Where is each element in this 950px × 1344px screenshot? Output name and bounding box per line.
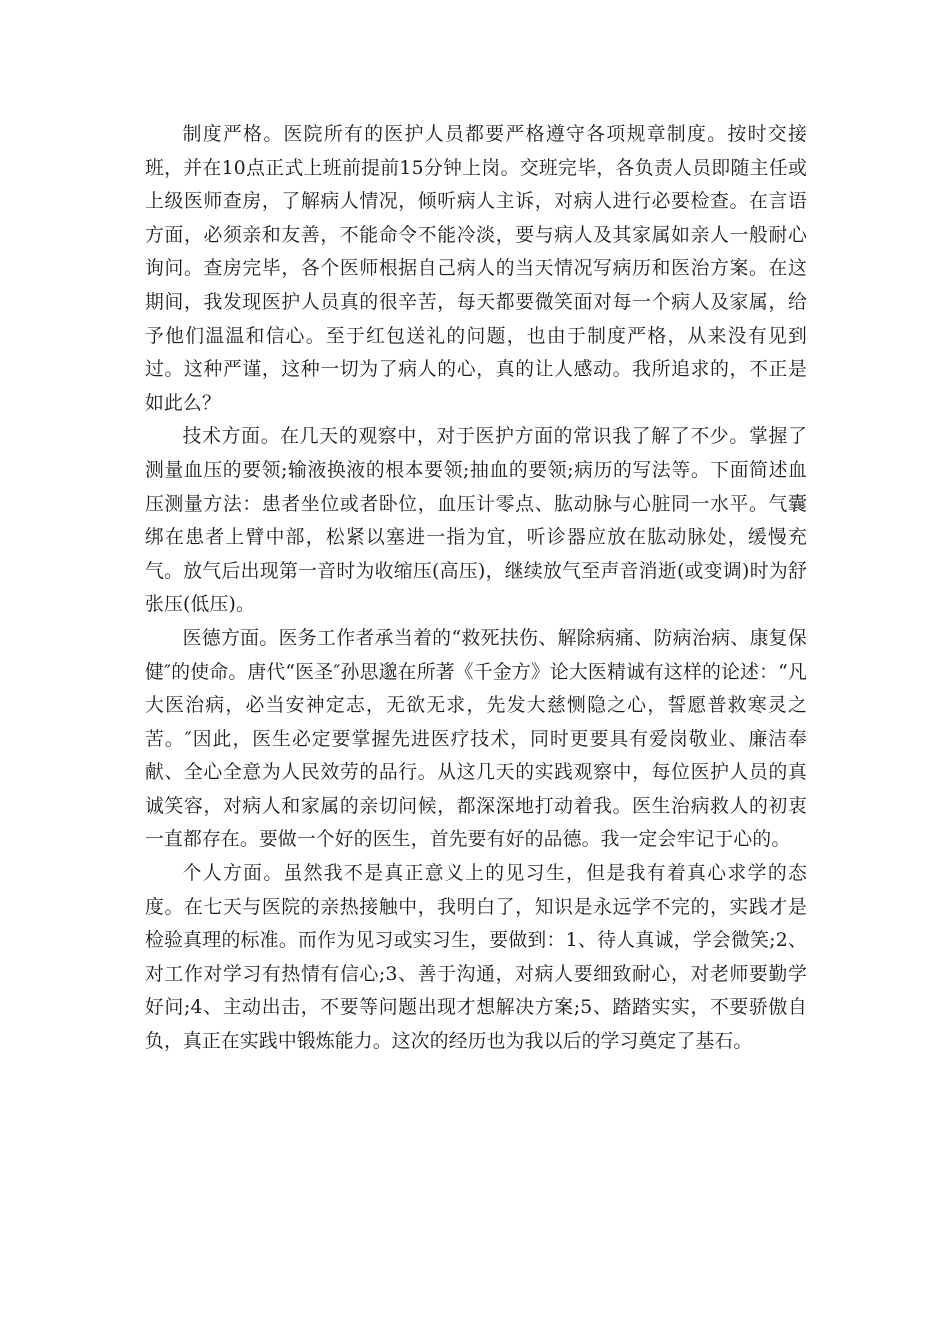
document-body [145, 118, 807, 1059]
paragraph-personal: 个人方面。虽然我不是真正意义上的见习生，但是我有着真心求学的态度。在七天与医院的亲热接触中，我明白了，知识是永远学不完的，实践才是检验真理的标准。而作为见习或实习生，要做到：1、待人真诚，学会微笑;2、对工作对学习有热情有信心;3、善于沟通，对病人要细致耐心，对老师要勤学好问;4、主动出击，不要等问题出现才想解决方案;5、踏踏实实，不要骄傲自负，真正在实践中锻炼能力。这次的经历也为我以后的学习奠定了基石。 [145, 863, 807, 1053]
paragraph-ethics: 医德方面。医务工作者承当着的“救死扶伤、解除病痛、防病治病、康复保健″的使命。唐代“医圣″孙思邈在所著《千金方》论大医精诚有这样的论述：“凡大医治病，必当安神定志，无欲无求，先发大慈恻隐之心，誓愿普救寒灵之苦。″因此，医生必定要掌握先进医疗技术，同时更要具有爱岗敬业、廉洁奉献、全心全意为人民效劳的品行。从这几天的实践观察中，每位医护人员的真诚笑容，对病人和家属的亲切问候，都深深地打动着我。医生治病救人的初衷一直都存在。要做一个好的医生，首先要有好的品德。我一定会牢记于心的。 [145, 627, 807, 851]
paragraph-technique: 技术方面。在几天的观察中，对于医护方面的常识我了解了不少。掌握了测量血压的要领;输液换液的根本要领;抽血的要领;病历的写法等。下面简述血压测量方法：患者坐位或者卧位，血压计零点、肱动脉与心脏同一水平。气囊绑在患者上臂中部，松紧以塞进一指为宜，听诊器应放在肱动脉处，缓慢充气。放气后出现第一音时为收缩压(高压)，继续放气至声音消逝(或变调)时为舒张压(低压)。 [145, 426, 807, 616]
paragraph-system: 制度严格。医院所有的医护人员都要严格遵守各项规章制度。按时交接班，并在10点正式上班前提前15分钟上岗。交班完毕，各负责人员即随主任或上级医师查房，了解病人情况，倾听病人主诉，对病人进行必要检查。在言语方面，必须亲和友善，不能命令不能冷淡，要与病人及其家属如亲人一般耐心询问。查房完毕，各个医师根据自己病人的当天情况写病历和医治方案。在这期间，我发现医护人员真的很辛苦，每天都要微笑面对每一个病人及家属，给予他们温温和信心。至于红包送礼的问题，也由于制度严格，从来没有见到过。这种严谨，这种一切为了病人的心，真的让人感动。我所追求的，不正是如此么？ [145, 124, 807, 414]
